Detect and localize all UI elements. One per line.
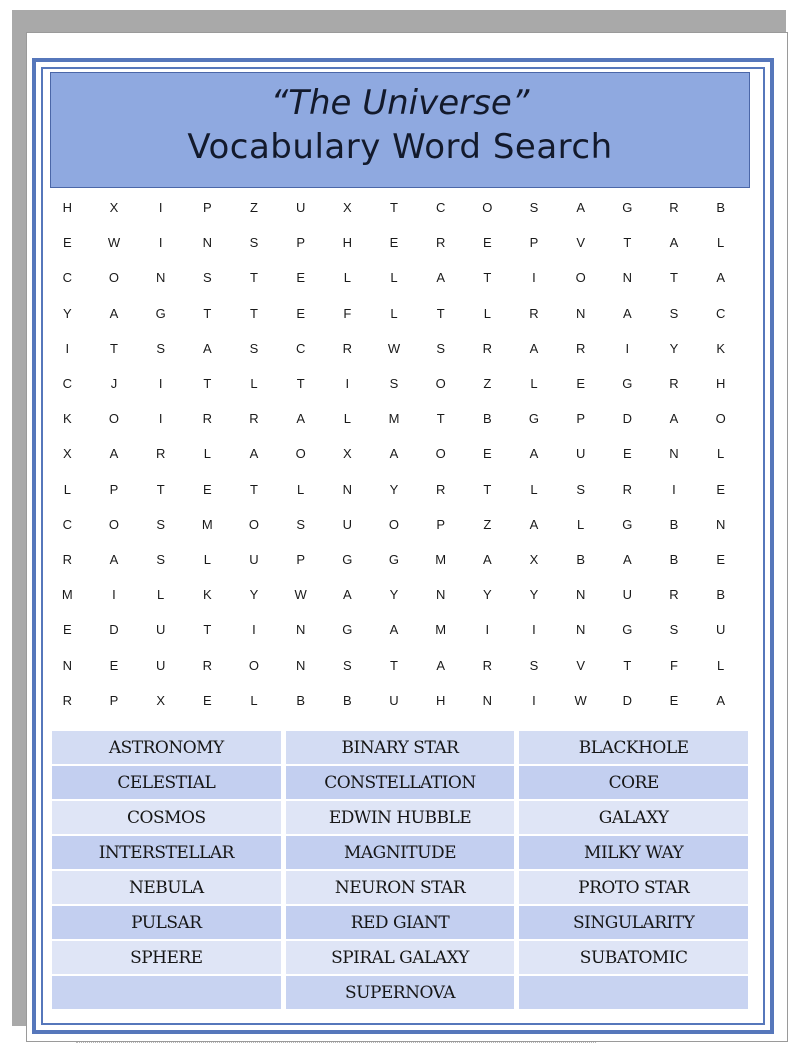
grid-letter: P [202,200,212,216]
grid-letter: L [390,270,398,286]
grid-letter: R [342,340,353,356]
grid-letter: C [62,270,73,286]
grid-letter: X [342,200,352,216]
grid-letter: Y [482,587,492,603]
grid-letter: T [623,235,632,251]
grid-letter: P [296,552,305,568]
grid-letter: L [63,481,71,497]
grid-letter: D [109,622,119,638]
grid-letter: S [669,622,679,638]
grid-letter: Z [483,376,492,392]
grid-letter: G [342,622,353,638]
grid-letter: G [622,622,633,638]
grid-letter: O [108,516,120,532]
word-list-item: COSMOS [52,801,281,834]
grid-letter: C [62,376,73,392]
word-list-item: EDWIN HUBBLE [286,801,515,834]
grid-letter: S [342,657,352,673]
word-list-item: BINARY STAR [286,731,515,764]
grid-letter: E [202,692,212,708]
grid-letter: C [435,200,446,216]
grid-letter: U [389,692,399,708]
grid-letter: P [109,481,119,497]
grid-letter: E [202,481,212,497]
grid-letter: B [482,411,492,427]
grid-letter: I [345,376,350,392]
grid-letter: N [622,270,633,286]
grid-letter: M [61,587,73,603]
grid-letter: E [62,235,72,251]
grid-letter: E [296,270,305,286]
grid-letter: S [669,305,679,321]
grid-letter: L [157,587,165,603]
grid-letter: R [435,481,446,497]
grid-letter: E [62,622,72,638]
grid-letter: T [483,481,492,497]
word-list-item: SUBATOMIC [519,941,748,974]
grid-letter: N [575,587,586,603]
grid-letter: L [203,446,211,462]
grid-letter: S [529,200,539,216]
grid-letter: R [155,446,166,462]
grid-letter: R [669,376,679,392]
grid-letter: Y [669,340,679,356]
grid-letter: N [669,446,679,462]
grid-letter: L [717,657,725,673]
grid-letter: L [717,235,725,251]
grid-letter: W [107,235,121,251]
grid-letter: U [155,657,166,673]
grid-letter: P [529,235,539,251]
grid-letter: S [156,340,165,356]
grid-letter: R [575,340,586,356]
grid-letter: D [622,692,633,708]
grid-letter: Y [389,587,399,603]
grid-letter: R [249,411,259,427]
grid-letter: A [249,446,259,462]
grid-letter: F [343,305,352,321]
grid-letter: P [576,411,585,427]
grid-letter: H [435,692,446,708]
grid-letter: S [389,376,399,392]
grid-letter: P [436,516,445,532]
grid-letter: U [575,446,586,462]
grid-letter: L [343,411,351,427]
grid-letter: B [296,692,305,708]
grid-letter: N [295,657,306,673]
grid-letter: T [203,622,212,638]
title-line-2: Vocabulary Word Search [187,127,613,167]
grid-letter: S [156,516,165,532]
grid-letter: Z [483,516,492,532]
grid-letter: I [485,622,490,638]
grid-letter: V [576,657,585,673]
grid-letter: A [622,552,632,568]
grid-letter: E [716,481,725,497]
grid-letter: N [155,270,166,286]
grid-letter: E [622,446,632,462]
grid-letter: A [109,552,119,568]
grid-letter: L [717,446,725,462]
word-list-item: SPIRAL GALAXY [286,941,515,974]
grid-letter: T [623,657,632,673]
word-list-item [52,976,281,1009]
grid-letter: W [294,587,307,603]
grid-letter: R [482,657,493,673]
grid-letter: D [622,411,633,427]
grid-letter: T [203,376,212,392]
grid-letter: T [110,340,118,356]
grid-letter: E [296,305,305,321]
grid-letter: Y [62,305,72,321]
grid-letter: S [249,340,259,356]
grid-letter: T [250,305,258,321]
word-list-item: PULSAR [52,906,281,939]
grid-letter: K [62,411,72,427]
grid-letter: N [435,587,446,603]
word-list-item: CORE [519,766,748,799]
grid-letter: L [343,270,351,286]
grid-letter: S [529,657,539,673]
grid-letter: R [529,305,539,321]
grid-letter: G [622,516,633,532]
word-list-item: SINGULARITY [519,906,748,939]
grid-letter: Z [250,200,258,216]
grid-letter: A [669,235,679,251]
grid-letter: E [482,235,492,251]
grid-letter: L [297,481,305,497]
grid-letter: I [158,376,163,392]
grid-letter: E [389,235,399,251]
grid-letter: S [576,481,585,497]
grid-letter: T [250,270,258,286]
grid-letter: U [622,587,633,603]
word-list-item: MILKY WAY [519,836,748,869]
grid-letter: P [109,692,119,708]
grid-letter: A [342,587,352,603]
grid-letter: I [158,200,163,216]
word-list-item: SUPERNOVA [286,976,515,1009]
grid-letter: O [108,270,120,286]
grid-letter: B [669,516,679,532]
grid-letter: F [670,657,678,673]
grid-letter: I [112,587,116,603]
grid-letter: P [296,235,305,251]
grid-letter: T [203,305,212,321]
grid-letter: C [715,305,726,321]
grid-letter: R [202,411,213,427]
grid-letter: Y [389,481,399,497]
grid-letter: X [109,200,119,216]
grid-letter: H [62,200,73,216]
grid-letter: A [529,516,539,532]
grid-letter: A [716,270,725,286]
grid-letter: S [436,340,445,356]
grid-letter: A [669,411,679,427]
grid-letter: O [388,516,400,532]
word-list-item: CELESTIAL [52,766,281,799]
grid-letter: A [622,305,632,321]
grid-letter: I [158,411,163,427]
grid-letter: R [62,692,73,708]
grid-letter: T [483,270,492,286]
grid-letter: L [390,305,398,321]
grid-letter: O [435,376,446,392]
grid-letter: T [670,270,678,286]
grid-letter: R [669,200,679,216]
grid-letter: I [532,622,536,638]
grid-letter: N [575,305,586,321]
grid-letter: A [716,692,725,708]
grid-letter: N [342,481,353,497]
grid-letter: O [248,516,260,532]
grid-letter: A [436,657,445,673]
grid-letter: R [62,552,73,568]
grid-letter: E [482,446,492,462]
grid-letter: B [669,552,679,568]
grid-letter: E [576,376,585,392]
grid-letter: I [252,622,256,638]
grid-letter: T [390,200,398,216]
grid-letter: W [574,692,587,708]
grid-letter: M [435,552,447,568]
word-list-item: SPHERE [52,941,281,974]
grid-letter: L [483,305,491,321]
grid-letter: K [202,587,212,603]
grid-letter: J [110,376,118,392]
grid-letter: I [672,481,676,497]
grid-letter: N [575,622,586,638]
grid-letter: E [669,692,679,708]
grid-letter: T [156,481,165,497]
word-list-item: INTERSTELLAR [52,836,281,869]
grid-letter: O [108,411,120,427]
grid-letter: L [530,376,538,392]
word-list-item: GALAXY [519,801,748,834]
grid-letter: L [250,376,258,392]
grid-letter: Y [249,587,259,603]
grid-letter: S [156,552,165,568]
word-list [52,731,748,1009]
grid-letter: U [295,200,306,216]
word-list-item: MAGNITUDE [286,836,515,869]
grid-letter: A [436,270,445,286]
word-list-item: NEBULA [52,871,281,904]
grid-letter: R [669,587,679,603]
grid-letter: L [577,516,585,532]
grid-letter: O [295,446,306,462]
grid-letter: X [529,552,539,568]
grid-letter: C [295,340,306,356]
grid-letter: U [155,622,166,638]
grid-letter: B [576,552,585,568]
grid-letter: A [389,622,399,638]
grid-letter: Y [529,587,539,603]
grid-letter: O [248,657,260,673]
title-banner [50,72,750,188]
grid-letter: A [109,446,119,462]
grid-letter: N [202,235,213,251]
word-list-item: RED GIANT [286,906,515,939]
grid-letter: I [625,340,630,356]
grid-letter: A [576,200,585,216]
grid-letter: S [202,270,212,286]
grid-letter: S [296,516,305,532]
grid-letter: U [249,552,259,568]
grid-letter: K [716,340,725,356]
grid-letter: G [155,305,166,321]
grid-letter: L [250,692,258,708]
grid-letter: C [62,516,73,532]
grid-letter: N [715,516,726,532]
grid-letter: B [716,200,725,216]
grid-letter: T [250,481,258,497]
grid-letter: A [296,411,305,427]
grid-letter: O [482,200,493,216]
letter-grid [44,190,744,718]
footer-line [76,1042,596,1045]
grid-letter: U [342,516,353,532]
grid-letter: M [201,516,213,532]
grid-letter: R [622,481,633,497]
grid-letter: X [156,692,165,708]
grid-letter: I [532,270,536,286]
grid-letter: O [575,270,586,286]
grid-letter: R [482,340,493,356]
grid-letter: N [295,622,306,638]
grid-letter: A [529,340,539,356]
grid-letter: T [436,305,445,321]
word-list-item: BLACKHOLE [519,731,748,764]
word-list-item: ASTRONOMY [52,731,281,764]
grid-letter: B [716,587,725,603]
grid-letter: E [109,657,119,673]
grid-letter: I [158,235,163,251]
grid-letter: H [342,235,353,251]
grid-letter: W [387,340,401,356]
grid-letter: E [716,552,725,568]
grid-letter: A [109,305,119,321]
word-list-item: CONSTELLATION [286,766,515,799]
grid-letter: O [435,446,446,462]
grid-letter: S [249,235,259,251]
word-list-item [519,976,748,1009]
grid-letter: T [390,657,398,673]
grid-letter: G [388,552,400,568]
grid-letter: A [202,340,212,356]
grid-letter: A [389,446,399,462]
grid-letter: G [622,200,633,216]
grid-letter: A [529,446,539,462]
grid-letter: L [530,481,538,497]
grid-letter: B [342,692,352,708]
grid-letter: M [435,622,447,638]
grid-letter: V [576,235,585,251]
word-list-item: PROTO STAR [519,871,748,904]
grid-letter: U [715,622,726,638]
grid-letter: L [203,552,211,568]
word-list-item: NEURON STAR [286,871,515,904]
grid-letter: N [62,657,73,673]
grid-letter: G [622,376,633,392]
grid-letter: T [296,376,305,392]
grid-letter: X [342,446,352,462]
grid-letter: R [435,235,446,251]
grid-letter: G [528,411,540,427]
grid-letter: N [482,692,493,708]
title-line-1: “The Universe” [270,83,530,123]
grid-letter: H [715,376,726,392]
grid-letter: A [482,552,492,568]
grid-letter: R [202,657,213,673]
grid-letter: M [388,411,400,427]
grid-letter: O [715,411,726,427]
grid-letter: X [62,446,72,462]
grid-letter: I [65,340,70,356]
grid-letter: I [532,692,536,708]
grid-letter: T [436,411,445,427]
grid-letter: G [342,552,353,568]
